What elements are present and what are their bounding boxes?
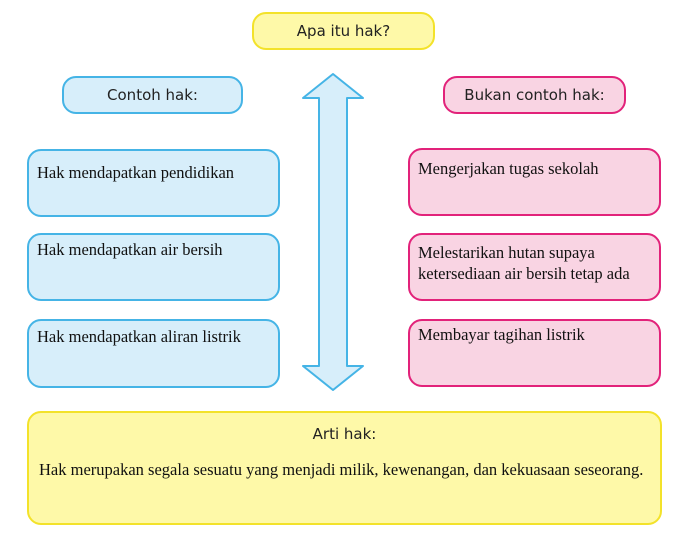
- example-item-text: Hak mendapatkan air bersih: [37, 240, 223, 259]
- non-example-item-text: Melestarikan hutan supaya ketersediaan air bersih tetap ada: [418, 243, 630, 283]
- title-label: Apa itu hak?: [296, 22, 391, 40]
- non-example-item: [408, 233, 661, 301]
- meaning-box: [27, 411, 662, 525]
- examples-heading: Contoh hak:: [107, 86, 198, 104]
- meaning-heading: Arti hak:: [312, 425, 377, 443]
- example-item: [27, 319, 280, 388]
- non-example-item: [408, 148, 661, 216]
- example-item: [27, 233, 280, 301]
- non-example-item-text: Membayar tagihan listrik: [418, 325, 585, 344]
- title-box: [252, 12, 435, 50]
- example-item-text: Hak mendapatkan aliran listrik: [37, 327, 241, 346]
- double-arrow-icon: [300, 72, 366, 392]
- non-examples-heading: Bukan contoh hak:: [464, 86, 605, 104]
- example-item: [27, 149, 280, 217]
- non-example-item-text: Mengerjakan tugas sekolah: [418, 159, 599, 178]
- non-example-item: [408, 319, 661, 387]
- examples-heading-box: [62, 76, 243, 114]
- meaning-text: Hak merupakan segala sesuatu yang menjadi milik, kewenangan, dan kekuasaan seseorang.: [39, 460, 644, 479]
- non-examples-heading-box: [443, 76, 626, 114]
- example-item-text: Hak mendapatkan pendidikan: [37, 163, 235, 182]
